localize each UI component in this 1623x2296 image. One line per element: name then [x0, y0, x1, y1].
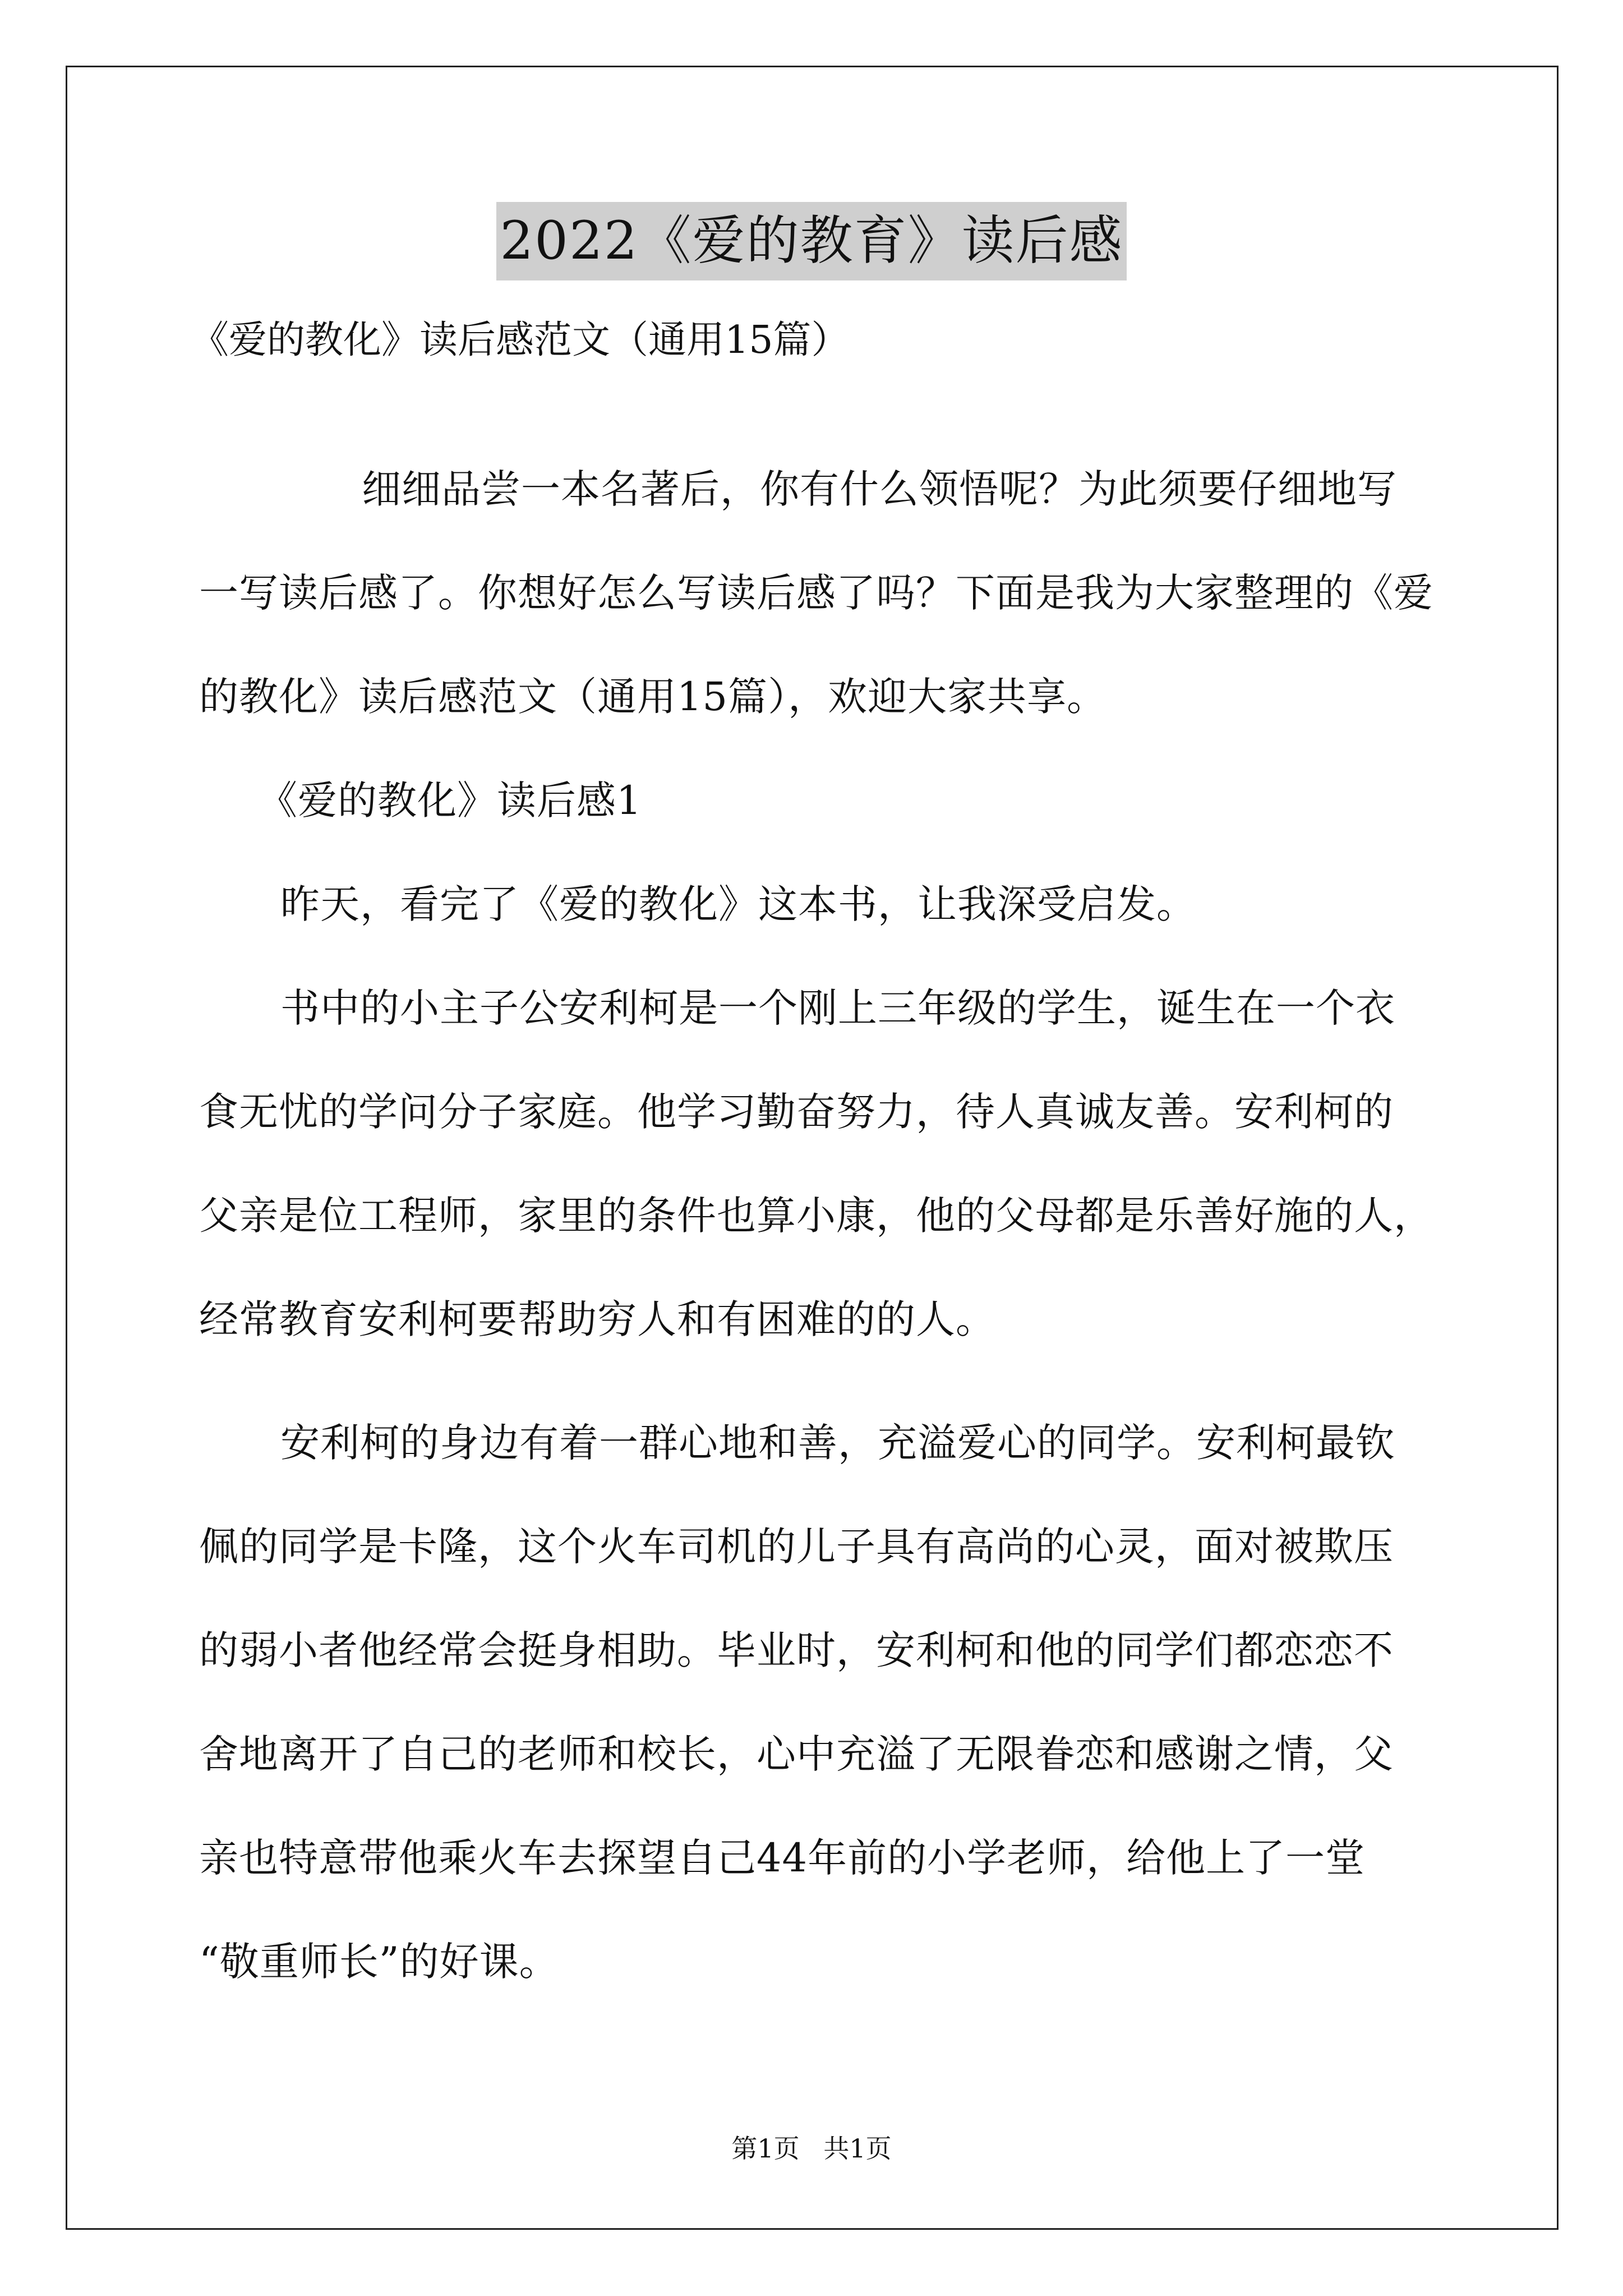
paragraph-line: 的弱小者他经常会挺身相助。毕业时，安利柯和他的同学们都恋恋不	[199, 1627, 1394, 1673]
paragraph-line: 书中的小主子公安利柯是一个刚上三年级的学生，诞生在一个衣	[280, 985, 1395, 1031]
paragraph-line: 舍地离开了自己的老师和校长，心中充溢了无限眷恋和感谢之情，父	[199, 1731, 1394, 1777]
paragraph-line: 安利柯的身边有着一群心地和善，充溢爱心的同学。安利柯最钦	[280, 1420, 1395, 1466]
page-total: 共1页	[823, 2133, 892, 2164]
paragraph-line: 一写读后感了。你想好怎么写读后感了吗？下面是我为大家整理的《爱	[199, 570, 1433, 616]
title-container	[0, 202, 1623, 280]
document-subtitle: 《爱的教化》读后感范文（通用15篇）	[191, 318, 850, 362]
page-border	[66, 66, 1559, 2230]
document-title: 2022《爱的教育》读后感	[496, 202, 1126, 280]
section-heading: 《爱的教化》读后感1	[258, 777, 642, 823]
paragraph-line: “敬重师长”的好课。	[199, 1939, 559, 1985]
paragraph-line: 经常教育安利柯要帮助穷人和有困难的的人。	[199, 1296, 995, 1342]
paragraph-line: 细细品尝一本名著后，你有什么领悟呢？为此须要仔细地写	[362, 466, 1397, 512]
paragraph-line: 亲也特意带他乘火车去探望自己44年前的小学老师，给他上了一堂	[199, 1835, 1366, 1881]
paragraph-line: 食无忧的学问分子家庭。他学习勤奋努力，待人真诚友善。安利柯的	[199, 1089, 1394, 1135]
page-footer	[0, 2132, 1623, 2165]
paragraph-line: 父亲是位工程师，家里的条件也算小康，他的父母都是乐善好施的人，	[199, 1193, 1433, 1239]
paragraph-line: 佩的同学是卡隆，这个火车司机的儿子具有高尚的心灵，面对被欺压	[199, 1524, 1394, 1570]
page-number: 第1页	[731, 2133, 800, 2164]
paragraph-line: 的教化》读后感范文（通用15篇），欢迎大家共享。	[199, 674, 1107, 720]
paragraph-line: 昨天，看完了《爱的教化》这本书，让我深受启发。	[280, 881, 1196, 927]
